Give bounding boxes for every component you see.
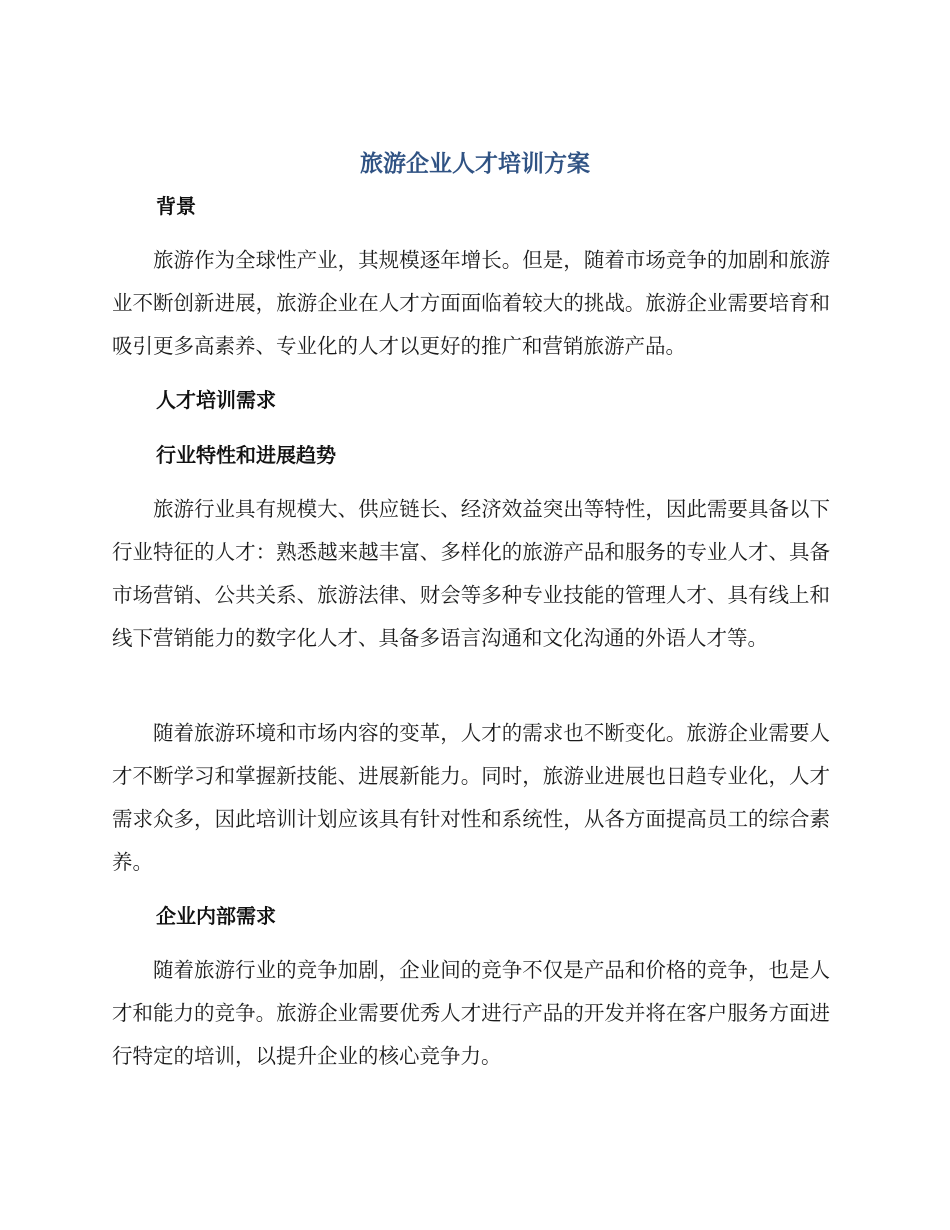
paragraph-background: 旅游作为全球性产业，其规模逐年增长。但是，随着市场竞争的加剧和旅游业不断创新进展，旅游企业在人才方面面临着较大的挑战。旅游企业需要培育和吸引更多高素养、专业化的人才以更好的推广和营销旅游产品。 bbox=[112, 248, 830, 358]
document-title: 旅游企业人才培训方案 bbox=[360, 151, 590, 177]
section-heading-internal-needs: 企业内部需求 bbox=[156, 904, 276, 928]
paragraph-industry-traits: 旅游行业具有规模大、供应链长、经济效益突出等特性，因此需要具备以下行业特征的人才：熟悉越来越丰富、多样化的旅游产品和服务的专业人才、具备市场营销、公共关系、旅游法律、财会等多种专业技能的管理人才、具有线上和线下营销能力的数字化人才、具备多语言沟通和文化沟通的外语人才等。 bbox=[112, 497, 830, 650]
section-heading-training-needs: 人才培训需求 bbox=[156, 388, 276, 412]
paragraph-internal-needs: 随着旅游行业的竞争加剧，企业间的竞争不仅是产品和价格的竞争，也是人才和能力的竞争。旅游企业需要优秀人才进行产品的开发并将在客户服务方面进行特定的培训，以提升企业的核心竞争力。 bbox=[112, 958, 830, 1068]
paragraph-changing-needs: 随着旅游环境和市场内容的变革，人才的需求也不断变化。旅游企业需要人才不断学习和掌握新技能、进展新能力。同时，旅游业进展也日趋专业化，人才需求众多，因此培训计划应该具有针对性和系统性，从各方面提高员工的综合素养。 bbox=[112, 721, 830, 874]
section-heading-background: 背景 bbox=[156, 194, 196, 218]
section-heading-industry-trends: 行业特性和进展趋势 bbox=[156, 443, 336, 467]
